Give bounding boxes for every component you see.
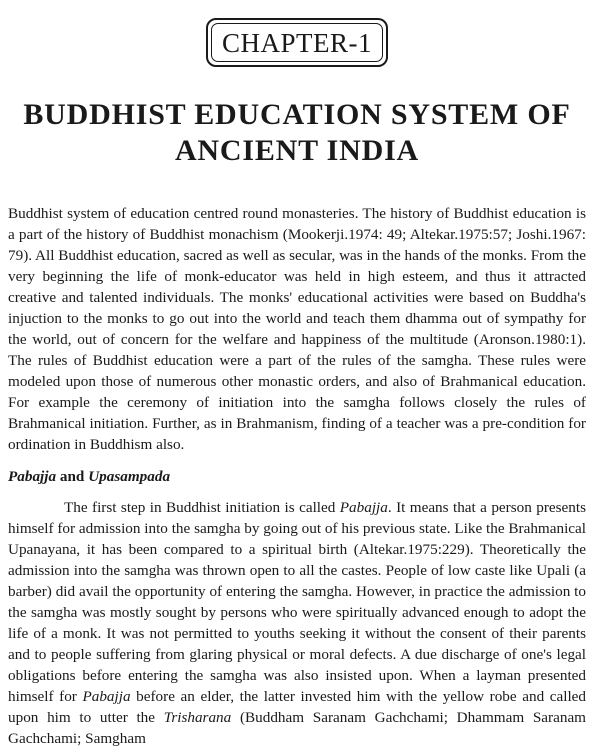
trisharana-term: Trisharana [163,709,232,726]
pabajja-text-4: (Buddham Saranam Gachchami; Dhammam Saranam Gachchami; Samgham [8,709,586,747]
pabajja-paragraph [8,497,587,747]
chapter-label: CHAPTER-1 [211,23,383,62]
pabajja-text-2: . It means that a person presents himself for admission into the samgha by going out of his previous state. Like the Brahmanical Upanayana, it has been compared to a spiritual birth (Altekar.1975:229). Theoretically the admission into the samgha was thrown open to all the castes. People of low caste like Upali (a barber) did avail the opportunity of entering the samgha. However, in practice the admission to the samgha was mostly sought by persons who were spiritually advanced enough to adopt the life of a monk. It was not permitted to youths seeking it without the consent of their parents and to people suffering from glaring physical or moral defects. A due discharge of one's legal obligations before entering the samgha was also insisted upon. When a layman presented himself for [8,499,586,705]
chapter-heading [8,0,586,67]
pabajja-term-1: Pabajja [339,499,388,516]
chapter-title-line-1: BUDDHIST EDUCATION SYSTEM OF [23,98,571,131]
subheading-conjunction: and [56,468,89,485]
section-subheading [8,466,586,487]
intro-paragraph: Buddhist system of education centred round monasteries. The history of Buddhist education is a part of the history of Buddhist monachism (Mookerji.1974: 49; Altekar.1975:57; Joshi.1967: 79). All Buddhist education, sacred as well as secular, was in the hands of the monks. From the very beginning the life of monk-educator was held in high esteem, and thus it attracted creative and talented individuals. The monks' educational activities were based on Buddha's injuction to the monks to go out into the world and teach them dhamma out of sympathy for the world, out of concern for the welfare and happiness of the multitude (Aronson.1980:1). The rules of Buddhist education were a part of the rules of the samgha. These rules were modeled upon those of numerous other monastic orders, and also of Brahmanical education. For example the ceremony of initiation into the samgha follows closely the rules of Brahmanical initiation. Further, as in Brahmanism, finding of a teacher was a pre-condition for ordination in Buddhism also. [8,205,586,453]
pabajja-term-2: Pabajja [82,688,131,705]
subheading-term-upasampada: Upasampada [88,468,171,485]
pabajja-text-3: before an elder, the latter invested him with the yellow robe and called upon him to utter the [8,688,587,726]
chapter-label-frame [206,18,388,67]
subheading-term-pabajja: Pabajja [8,468,57,485]
chapter-title [8,97,586,169]
pabajja-text-1: The first step in Buddhist initiation is called [64,499,340,516]
chapter-title-line-2: ANCIENT INDIA [174,134,420,167]
